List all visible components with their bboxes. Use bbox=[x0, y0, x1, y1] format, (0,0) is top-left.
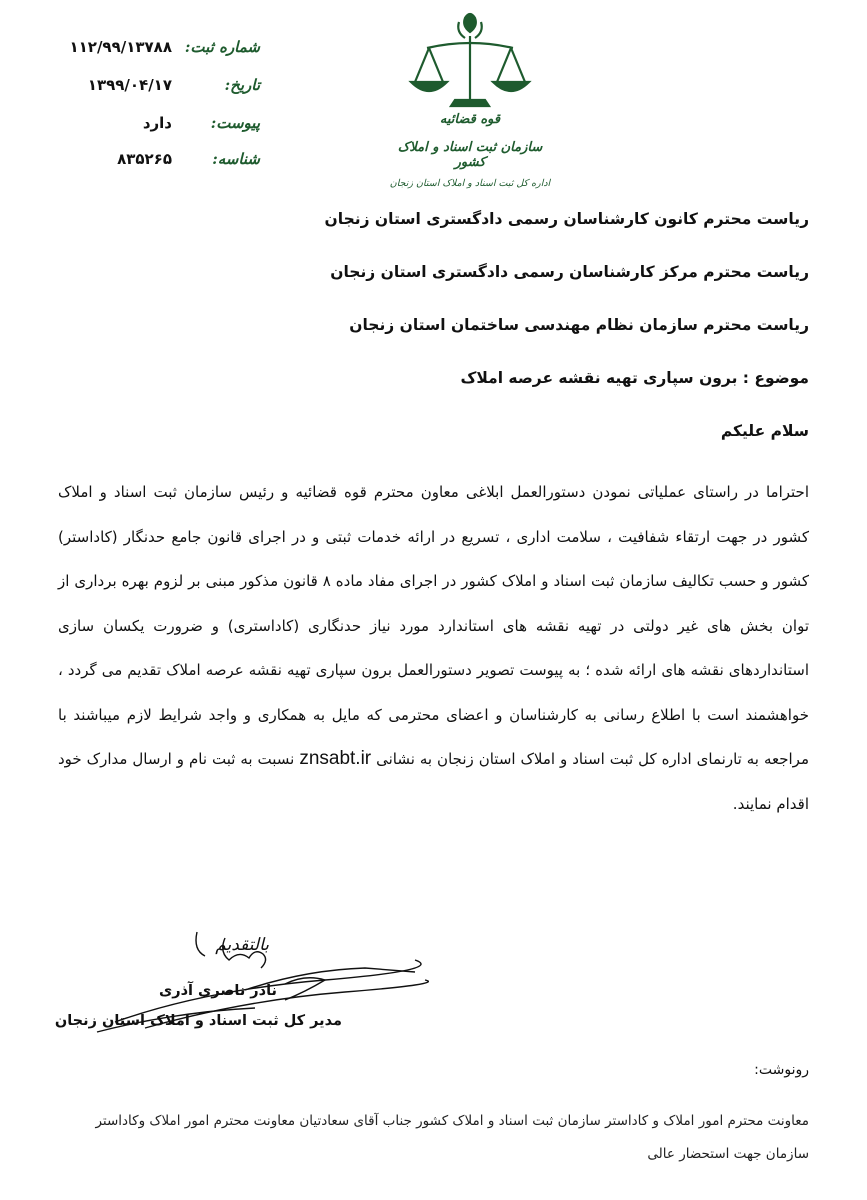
recipient-1: ریاست محترم کانون کارشناسان رسمی دادگستری استان زنجان bbox=[324, 210, 809, 228]
letter-body bbox=[58, 470, 809, 826]
date-row bbox=[60, 76, 260, 102]
date-value: ۱۳۹۹/۰۴/۱۷ bbox=[87, 76, 172, 94]
attachment-row bbox=[60, 114, 260, 140]
logo-line-3: اداره کل ثبت اسناد و املاک استان زنجان bbox=[389, 178, 551, 189]
recipient-2: ریاست محترم مرکز کارشناسان رسمی دادگستری استان زنجان bbox=[330, 263, 809, 281]
body-text-part-2: نسبت به ثبت نام و ارسال مدارک خود اقدام نمایند. bbox=[58, 750, 809, 813]
registration-number-label: شماره ثبت: bbox=[184, 38, 260, 56]
body-text-part-1: احتراما در راستای عملیاتی نمودن دستورالعمل ابلاغی معاون محترم قوه قضائیه و رئیس سازمان ثبت اسناد و املاک کشور در جهت ارتقاء شفافیت ، سلامت اداری ، تسریع در ارائه خدمات ثبتی و در اجرای قانون جامع حدنگار (کاداستر) کشور و حسب تکالیف سازمان ثبت اسناد و املاک کشور در اجرای مفاد ماده ۸ قانون مذکور مبنی بر لزوم بهره برداری از توان بخش های غیر دولتی در تهیه نقشه های استاندارد مورد نیاز حدنگاری (کاداستری) و ضرورت یکسان سازی استانداردهای نقشه های ارائه شده ؛ به پیوست تصویر دستورالعمل برون سپاری تهیه نقشه عرصه املاک تقدیم می گردد ، خواهشمند است با اطلاع رسانی به کارشناسان و اعضای محترمی که مایل به همکاری و واجد شرایط لازم میباشند با مراجعه به تارنمای اداره کل ثبت اسناد و املاک استان زنجان به نشانی bbox=[58, 483, 809, 768]
logo-line-1: قوه قضائیه bbox=[439, 112, 501, 127]
subject-line: موضوع : برون سپاری تهیه نقشه عرصه املاک bbox=[460, 369, 809, 387]
website-link: znsabt.ir bbox=[299, 748, 372, 769]
attachment-label: پیوست: bbox=[210, 114, 260, 132]
registration-number-value: ۱۱۲/۹۹/۱۳۷۸۸ bbox=[69, 38, 172, 56]
scales-of-justice-icon bbox=[385, 8, 555, 118]
registration-number-row bbox=[60, 38, 260, 64]
judiciary-logo bbox=[385, 8, 555, 208]
greeting: سلام علیکم bbox=[720, 422, 809, 440]
logo-line-2: سازمان ثبت اسناد و املاک کشور bbox=[397, 140, 543, 170]
identifier-row bbox=[60, 150, 260, 176]
signature-closing: بالتقدیم bbox=[215, 935, 269, 955]
signer-title: مدیر کل ثبت اسناد و املاک استان زنجان bbox=[54, 1013, 342, 1029]
signer-name: نادر ناصری آذری bbox=[158, 983, 277, 999]
attachment-value: دارد bbox=[142, 114, 172, 132]
identifier-label: شناسه: bbox=[212, 150, 260, 168]
cc-text: معاونت محترم امور املاک و کاداستر سازمان ثبت اسناد و املاک کشور جناب آقای سعادتیان معاونت محترم امور املاک وکاداستر سازمان جهت استحضار عالی bbox=[95, 1113, 809, 1162]
recipient-3: ریاست محترم سازمان نظام مهندسی ساختمان استان زنجان bbox=[349, 316, 809, 334]
identifier-value: ۸۳۵۲۶۵ bbox=[117, 150, 172, 168]
date-label: تاریخ: bbox=[224, 76, 260, 94]
cc-label: رونوشت: bbox=[754, 1062, 809, 1078]
